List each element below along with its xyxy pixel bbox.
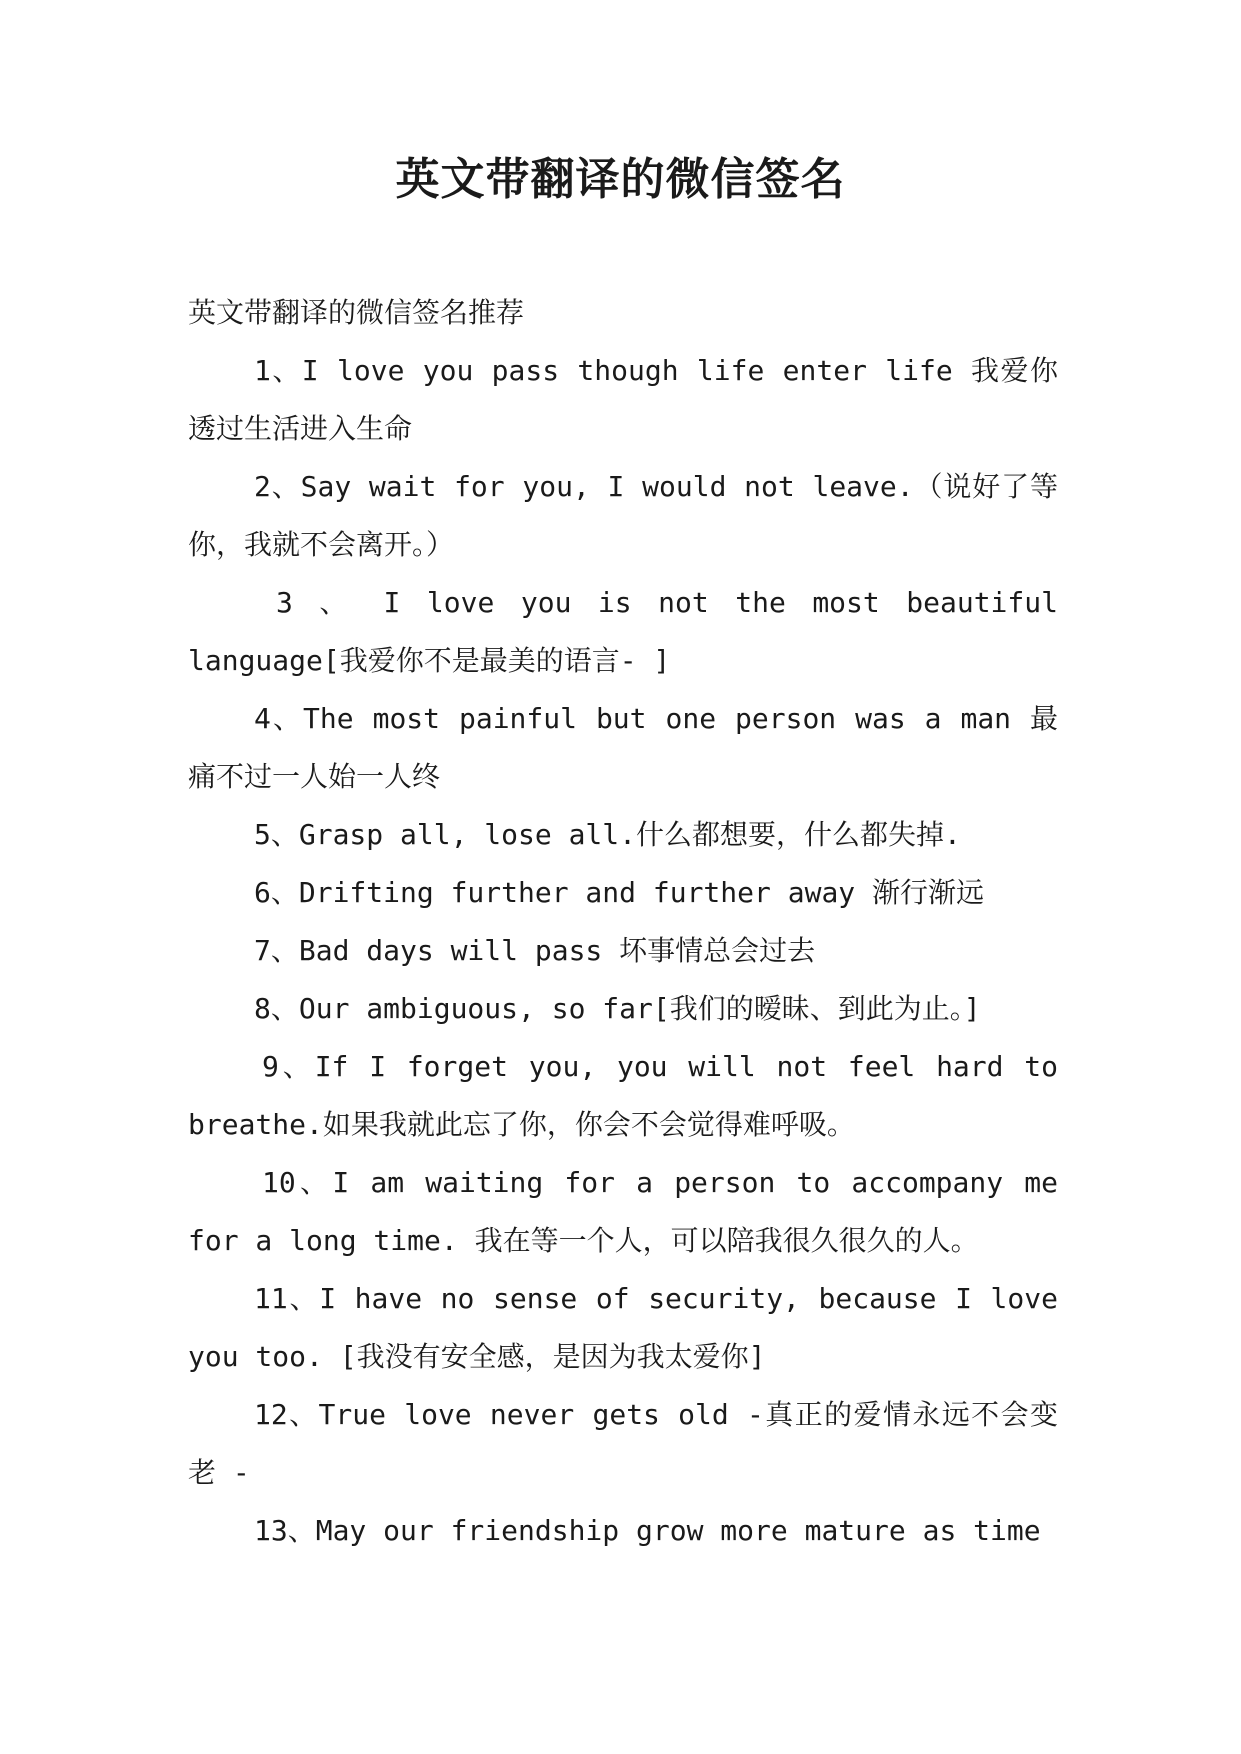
- list-item: 9、If I forget you, you will not feel hard to breathe.如果我就此忘了你，你会不会觉得难呼吸。: [188, 1050, 1058, 1141]
- list-item: 1、I love you pass though life enter life 我爱你透过生活进入生命: [188, 354, 1058, 445]
- document-title: 英文带翻译的微信签名: [395, 154, 846, 205]
- list-item: 13、May our friendship grow more mature as time: [254, 1514, 1041, 1547]
- list-item: 5、Grasp all, lose all.什么都想要，什么都失掉.: [254, 818, 961, 851]
- intro-paragraph: 英文带翻译的微信签名推荐: [188, 296, 525, 329]
- document-body: [188, 284, 1058, 1560]
- list-item: 3 、 I love you is not the most beautiful language[我爱你不是最美的语言- ]: [188, 586, 1058, 677]
- list-item: 4、The most painful but one person was a man 最痛不过一人始一人终: [188, 702, 1058, 793]
- list-item: 7、Bad days will pass 坏事情总会过去: [254, 934, 816, 967]
- list-item: 11、I have no sense of security, because I love you too. [我没有安全感，是因为我太爱你]: [188, 1282, 1058, 1373]
- list-item: 12、True love never gets old -真正的爱情永远不会变老 -: [188, 1398, 1058, 1489]
- list-item: 8、Our ambiguous, so far[我们的暧昧、到此为止。]: [254, 992, 981, 1025]
- list-item: 2、Say wait for you, I would not leave.（说好了等你，我就不会离开。）: [188, 470, 1058, 561]
- list-item: 6、Drifting further and further away 渐行渐远: [254, 876, 985, 909]
- list-item: 10、I am waiting for a person to accompany me for a long time. 我在等一个人，可以陪我很久很久的人。: [188, 1166, 1058, 1257]
